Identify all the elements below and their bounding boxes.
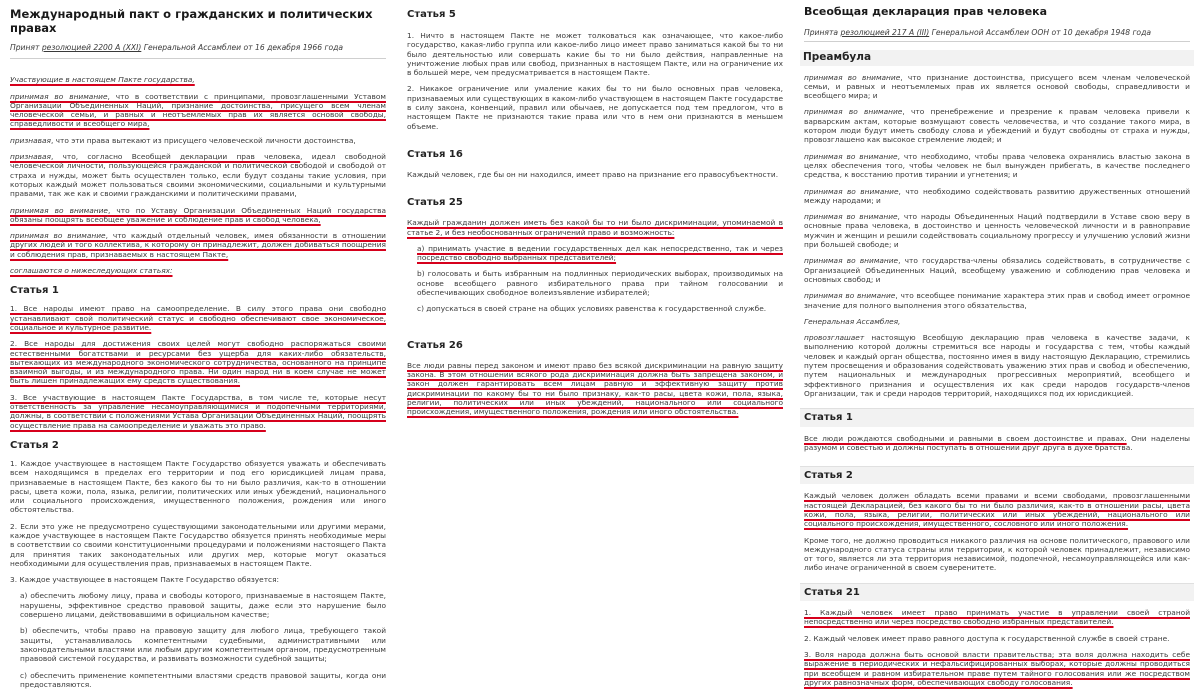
covenant-subtitle: Принят резолюцией 2200 A (XXI) Генеральной Ассамблеи от 16 декабря 1966 года <box>10 43 343 52</box>
covenant-article-5-heading: Статья 5 <box>407 9 456 20</box>
udhr-column <box>796 0 1200 687</box>
covenant-intro: Участвующие в настоящем Пакте государства, <box>10 75 195 85</box>
udhr-subtitle: Принята резолюцией 217 A (III) Генеральной Ассамблеи ООН от 10 декабря 1948 года <box>804 28 1151 37</box>
covenant-a26: Все люди равны перед законом и имеют право без всякой дискриминации на равную защиту закона. В этом отношении всякого рода дискриминация должна быть запрещена законом, и закон должен гарантировать всем лицам равную и эффективную защиту против дискриминации по какому бы то ни было признаку, как-то расы, цвета кожи, пола, языка, религии, политических или иных убеждений, национального или социального происхождения, имущественного положения, рождения или иного обстоятельства. <box>407 360 783 417</box>
covenant-a2-p2: 2. Если это уже не предусмотрено существующими законодательными или другими мерами, каждое участвующее в настоящем Пакте Государство обязуется принять необходимые меры в соответствии со своими конституционными процедурами и положениями настоящего Пакта для принятия таких законодательных или других мер, которые могут оказаться необходимыми для осуществления прав, признаваемых в настоящем Пакте. <box>10 521 386 568</box>
covenant-a16: Каждый человек, где бы он ни находился, имеет право на признание его правосубъектности. <box>407 169 779 179</box>
covenant-a1-p3: 3. Все участвующие в настоящем Пакте Государства, в том числе те, которые несут ответственность за управление несамоуправляющимися и подопечными территориями, должны, в соответствии с положениями Устава Организации Объединенных Наций, поощрять осуществление права на самоопределение и уважать это право. <box>10 392 386 430</box>
udhr-a21-p1: 1. Каждый человек имеет право принимать участие в управлении своей страной непосредственно или через посредство свободно избранных представителей. <box>804 608 1190 627</box>
udhr-preamble-4: принимая во внимание, что необходимо содействовать развитию дружественных отношений между народами; и <box>804 186 1190 205</box>
udhr-article-1-heading: Статья 1 <box>804 412 853 424</box>
udhr-preamble-heading: Преамбула <box>800 50 1194 65</box>
resolution-link[interactable]: резолюцией 2200 A (XXI) <box>41 43 142 52</box>
covenant-preamble-2: признавая, что эти права вытекают из присущего человеческой личности достоинства, <box>10 135 356 145</box>
udhr-article-2-header <box>800 466 1194 484</box>
divider <box>804 41 1190 42</box>
covenant-article-2-heading: Статья 2 <box>10 439 59 451</box>
udhr-article-21-heading: Статья 21 <box>804 586 860 598</box>
udhr-article-21-header <box>800 583 1194 601</box>
covenant-a2-p3a: a) обеспечить любому лицу, права и свободы которого, признаваемые в настоящем Пакте, нарушены, эффективное средство правовой защиты, даже если это нарушение было совершено лицами, действовавшими в официальном качестве; <box>20 591 386 620</box>
udhr-article-1-header <box>800 408 1194 426</box>
covenant-a25c: c) допускаться в своей стране на общих условиях равенства к государственной службе. <box>417 304 767 314</box>
covenant-a5-p1: 1. Ничто в настоящем Пакте не может толковаться как означающее, что какое-либо государство, какая-либо группа или какое-либо лицо имеет право заниматься какой бы то ни было деятельностью или совершать какие бы то ни было действия, направленные на уничтожение любых прав или свобод, признанных в настоящем Пакте, или на ограничение их в большей мере, чем предусматривается в настоящем Пакте. <box>407 31 783 78</box>
udhr-preamble-5: принимая во внимание, что народы Объединенных Наций подтвердили в Уставе свою веру в основные права человека, в достоинство и ценность человеческой личности и в равноправие мужчин и женщин и решили содействовать социальному прогрессу и улучшению условий жизни при большей свободе; и <box>804 212 1190 250</box>
udhr-article-2-heading: Статья 2 <box>804 470 853 482</box>
udhr-link[interactable]: Всеобщей декларации прав человека <box>131 152 301 162</box>
covenant-preamble-3: признавая, что, согласно Всеобщей декларации прав человека, идеал свободной человеческой личности, пользующейся гражданской и политической свободой и свободой от страха и нужды, может быть осуществлен только, если будут созданы такие условия, при которых каждый может пользоваться своими экономическими, социальными и культурными правами, так же как и своими гражданскими и политическими правами, <box>10 152 386 199</box>
covenant-agree: соглашаются о нижеследующих статьях: <box>10 266 173 276</box>
covenant-a2-p3c: c) обеспечить применение компетентными властями средств правовой защиты, когда они предоставляются. <box>20 670 386 689</box>
udhr-preamble-2: принимая во внимание, что пренебрежение и презрение к правам человека привели к варварским актам, которые возмущают совесть человечества, и что создание такого мира, в котором люди будут иметь свободу слова и убеждений и будут свободны от страха и нужды, провозглашено как высокое стремление людей; и <box>804 107 1190 145</box>
covenant-a5-p2: 2. Никакое ограничение или умаление каких бы то ни было основных прав человека, признаваемых или существующих в каком-либо участвующем в настоящем Пакте государстве в силу закона, конвенций, правил или обычаев, не допускается под тем предлогом, что в настоящем Пакте не признаются такие права или что в нем они признаются в меньшем объеме. <box>407 84 783 131</box>
covenant-a1-p1: 1. Все народы имеют право на самоопределение. В силу этого права они свободно устанавливают свой политический статус и свободно обеспечивают свое экономическое, социальное и культурное развитие. <box>10 304 386 332</box>
covenant-article-16-heading: Статья 16 <box>407 148 463 160</box>
covenant-a25a: a) принимать участие в ведении государственных дел как непосредственно, так и через посредство свободно выбранных представителей; <box>417 243 783 263</box>
udhr-preamble-1: принимая во внимание, что признание достоинства, присущего всем членам человеческой семьи, и равных и неотъемлемых прав их является основой свободы, справедливости и всеобщего мира; и <box>804 72 1190 101</box>
covenant-a2-p3: 3. Каждое участвующее в настоящем Пакте Государство обязуется: <box>10 575 280 585</box>
udhr-a21-p3: 3. Воля народа должна быть основой власти правительства; эта воля должна находить себе выражение в периодических и нефальсифицированных выборах, которые должны проводиться при всеобщем и равном избирательном праве путем тайного голосования или же посредством других равнозначных форм, обеспечивающих свободу голосования. <box>804 649 1190 687</box>
udhr-resolution-link[interactable]: резолюцией 217 A (III) <box>840 28 930 37</box>
udhr-preamble-6: принимая во внимание, что государства-члены обязались содействовать, в сотрудничестве с Организацией Объединенных Наций, всеобщему уважению и соблюдению прав человека и основных свобод; и <box>804 256 1190 284</box>
udhr-a21-p2: 2. Каждый человек имеет право равного доступа к государственной службе в своей стране. <box>804 633 1170 643</box>
udhr-a2-p1: Каждый человек должен обладать всеми правами и всеми свободами, провозглашенными настоящей Декларацией, без какого бы то ни было различия, как-то в отношении расы, цвета кожи, пола, языка, религии, политических или иных убеждений, национального или социального происхождения, имущественного, сословного или иного положения. <box>804 491 1190 529</box>
covenant-title: Международный пакт о гражданских и политических правах <box>10 7 373 35</box>
covenant-preamble-4: принимая во внимание, что по Уставу Организации Объединенных Наций государства обязаны поощрять всеобщее уважение и соблюдение прав и свобод человека, <box>10 205 386 224</box>
udhr-general-assembly: Генеральная Ассамблея, <box>804 316 901 326</box>
covenant-article-1-heading: Статья 1 <box>10 285 59 297</box>
udhr-proclaims: провозглашает настоящую Всеобщую декларацию прав человека в качестве задачи, к выполнению которой должны стремиться все народы и государства с тем, чтобы каждый человек и каждый орган общества, постоянно имея в виду настоящую Декларацию, стремились путем просвещения и образования содействовать уважению этих прав и свобод и обеспечению, путем национальных и международных прогрессивных мероприятий, всеобщего и эффективного признания и осуществления их как среди народов государств-членов Организации, так и среди народов территорий, находящихся под их юрисдикцией. <box>804 333 1190 398</box>
covenant-a2-p3b: b) обеспечить, чтобы право на правовую защиту для любого лица, требующего такой защиты, устанавливалось компетентными судебными, административными или законодательными властями или любым другим компетентным органом, предусмотренным правовой системой государства, и развивать возможности судебной защиты; <box>20 626 386 664</box>
covenant-preamble-5: принимая во внимание, что каждый отдельный человек, имея обязанности в отношении других людей и того коллектива, к которому он принадлежит, должен добиваться поощрения и соблюдения прав, признаваемых в настоящем Пакте, <box>10 231 386 259</box>
udhr-a2-p2: Кроме того, не должно проводиться никакого различия на основе политического, правового или международного статуса страны или территории, к которой человек принадлежит, независимо от того, является ли эта территория независимой, подопечной, несамоуправляющейся или как-либо иначе ограниченной в своем суверенитете. <box>804 535 1190 573</box>
covenant-preamble-1: принимая во внимание, что в соответствии с принципами, провозглашенными Уставом Организации Объединенных Наций, признание достоинства, присущего всем членам человеческой семьи, и равных и неотъемлемых прав их является основой свободы, справедливости и всеобщего мира, <box>10 91 386 129</box>
udhr-preamble-7: принимая во внимание, что всеобщее понимание характера этих прав и свобод имеет огромное значение для полного выполнения этого обязательства, <box>804 291 1190 310</box>
covenant-a1-p2: 2. Все народы для достижения своих целей могут свободно распоряжаться своими естественными богатствами и ресурсами без ущерба для каких-либо обязательств, вытекающих из международного экономического сотрудничества, основанного на принципе взаимной выгоды, и из международного права. Ни один народ ни в коем случае не может быть лишен принадлежащих ему средств существования. <box>10 339 386 386</box>
covenant-a2-p1: 1. Каждое участвующее в настоящем Пакте Государство обязуется уважать и обеспечивать всем находящимся в пределах его территории и под его юрисдикцией лицам права, признаваемые в настоящем Пакте, без какого бы то ни было различия, как-то в отношении расы, цвета кожи, пола, языка, религии, политических или иных убеждений, национального или социального происхождения, имущественного положения, рождения или иного обстоятельства. <box>10 458 386 515</box>
udhr-preamble-3: принимая во внимание, что необходимо, чтобы права человека охранялись властью закона в целях обеспечения того, чтобы человек не был вынужден прибегать, в качестве последнего средства, к восстанию против тирании и угнетения; и <box>804 151 1190 180</box>
covenant-a25: Каждый гражданин должен иметь без какой бы то ни было дискриминации, упоминаемой в статье 2, и без необоснованных ограничений право и возможность: <box>407 218 783 237</box>
divider <box>10 58 386 59</box>
covenant-continued-column <box>399 0 793 677</box>
udhr-a1: Все люди рождаются свободными и равными в своем достоинстве и правах. Они наделены разумом и совестью и должны поступать в отношении друг друга в духе братства. <box>804 433 1190 452</box>
covenant-article-26-heading: Статья 26 <box>407 339 463 351</box>
covenant-article-25-heading: Статья 25 <box>407 197 463 209</box>
covenant-column <box>0 0 396 689</box>
covenant-a25b: b) голосовать и быть избранным на подлинных периодических выборах, производимых на основе всеобщего равного избирательного права при тайном голосовании и обеспечивающих свободное волеизъявление избирателей; <box>417 269 783 298</box>
udhr-title: Всеобщая декларация прав человека <box>804 5 1048 18</box>
